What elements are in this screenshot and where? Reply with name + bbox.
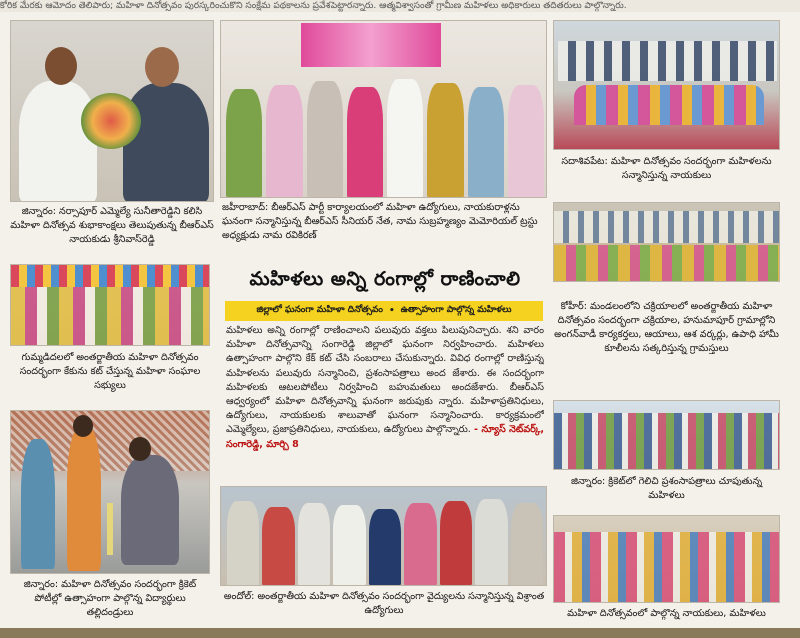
photo-participants [553, 515, 780, 603]
caption-kohir: కోహీర్: మండలంలోని చక్రియాలలో అంతర్జాతీయ మహిళా దినోత్సవం సందర్భంగా చక్రియాల, హనుమాపూర్ గ్రామాల్లోని అంగన్‌వాడీ కార్యకర్తలు, ఆయాలు, ఆశ వర్కర్లు, ఉపాధి హామీ కూలీలను సత్కరిస్తున్న గ్రామస్తులు [554, 301, 779, 354]
main-body-text: మహిళలు అన్ని రంగాల్లో రాణించాలని పలువురు వక్తలు పిలుపునిచ్చారు. శని వారం మహిళా దినోత్సవాన్ని సంగారెడ్డి జిల్లాలో ఘనంగా నిర్వహించారు. మహిళలు ఉత్సాహంగా పాల్గొని కేక్ కట్ చేసి సంబరాలు చేసుకున్నారు. వివిధ రంగాల్లో రాణిస్తున్న మహిళలను పలువురు సన్మానించి, ప్రశంసాపత్రాలు అంద జేశారు. ఈ సందర్భంగా మహిళలకు ఆటలపోటీలు నిర్వహించి బహుమతులు అందజేశారు. బీఆర్ఎస్ ఆధ్వర్యంలో మహిళా దినోత్సవాన్ని ఘనంగా జరుపుకు న్నారు. మహిళాప్రతినిధులు, ఉద్యోగులు, నాయకులకు శాలువాతో ఘనంగా సన్మానించారు. కార్యక్రమంలో ఎమ్మెల్యేలు, ప్రజాప్రతినిధులు, నాయకులు, ఉద్యోగులు పాల్గొన్నారు. [226, 325, 544, 436]
main-dateline: - న్యూస్ నెట్‌వర్క్, సంగారెడ్డి, మార్చి 8 [226, 424, 544, 450]
photo-jinnaram-cricket [10, 410, 210, 574]
caption-andole: అందోల్: అంతర్జాతీయ మహిళా దినోత్సవం సందర్భంగా వైద్యులను సన్మానిస్తున్న విశ్రాంత ఉద్యోగులు [223, 591, 545, 616]
caption-gummadidala: గుమ్మడిదలలో అంతర్జాతీయ మహిళా దినోత్సవం సందర్భంగా కేకును కట్ చేస్తున్న మహిళా సంఘాల సభ్యులు [19, 352, 201, 391]
caption-zaheerabad: జహీరాబాద్: బీఆర్ఎస్ పార్టీ కార్యాలయంలో మహిళా ఉద్యోగులు, నాయకురాళ్లను ఘనంగా సన్మానిస్తున్న బీఆర్ఎస్ సీనియర్ నేత, నామ సుబ్రహ్మణ్యం మెమోరియల్ ట్రస్టు అధ్యక్షుడు నామ రవికిరణ్ [222, 202, 538, 241]
caption-jinnaram-mla: జిన్నారం: నర్సాపూర్ ఎమ్మెల్యే సునీతారెడ్డిని కలిసి మహిళా దినోత్సవ శుభాకాంక్షలు తెలుపుతున్న బీఆర్ఎస్ నాయకుడు శ్రీనివాస్‌రెడ్డి [10, 206, 214, 245]
caption-jinnaram-winners: జిన్నారం: క్రికెట్‌లో గెలిచి ప్రశంసాపత్రాలు చూపుతున్న మహిళలు [570, 476, 763, 501]
photo-jinnaram-mla [10, 20, 214, 202]
photo-kohir [553, 202, 780, 282]
caption-jinnaram-cricket: జిన్నారం: మహిళా దినోత్సవం సందర్భంగా క్రికెట్ పోటీల్లో ఉత్సాహంగా పాల్గొన్న విద్యార్థులు తల్లిదండ్రులు [23, 579, 197, 618]
sub-headline-bullet: • [388, 306, 395, 316]
top-text-strip: కోరిక మేరకు ఆమోదం తెలిపారు; మహిళా దినోత్సవం పురస్కరించుకొని సంక్షేమ పథకాలను ప్రవేశపెట్టారన్నారు. ఆత్మవిశ్వాసంతో గ్రామీణ మహిళలు అధికారులు తదితరులు పాల్గొన్నారు. [0, 0, 800, 12]
photo-jinnaram-winners [553, 400, 780, 470]
photo-gummadidala [10, 264, 210, 346]
sub-headline-left: జిల్లాలో ఘనంగా మహిళా దినోత్సవం [256, 305, 383, 315]
sub-headline-right: ఉత్సాహంగా పాల్గొన్న మహిళలు [400, 305, 512, 315]
caption-participants: మహిళా దినోత్సవంలో పాల్గొన్న నాయకులు, మహిళలు [567, 608, 766, 619]
main-headline: మహిళలు అన్ని రంగాల్లో రాణించాలి [249, 267, 521, 290]
bottom-photo-edge [0, 628, 800, 638]
photo-zaheerabad [220, 20, 547, 198]
caption-sadashivpet: సదాశివపేట: మహిళా దినోత్సవం సందర్భంగా మహిళలను సన్మానిస్తున్న నాయకులు [561, 156, 772, 181]
photo-andole [220, 486, 547, 586]
sub-headline-bar [225, 301, 543, 321]
main-body [226, 324, 544, 476]
photo-sadashivpet [553, 20, 780, 150]
